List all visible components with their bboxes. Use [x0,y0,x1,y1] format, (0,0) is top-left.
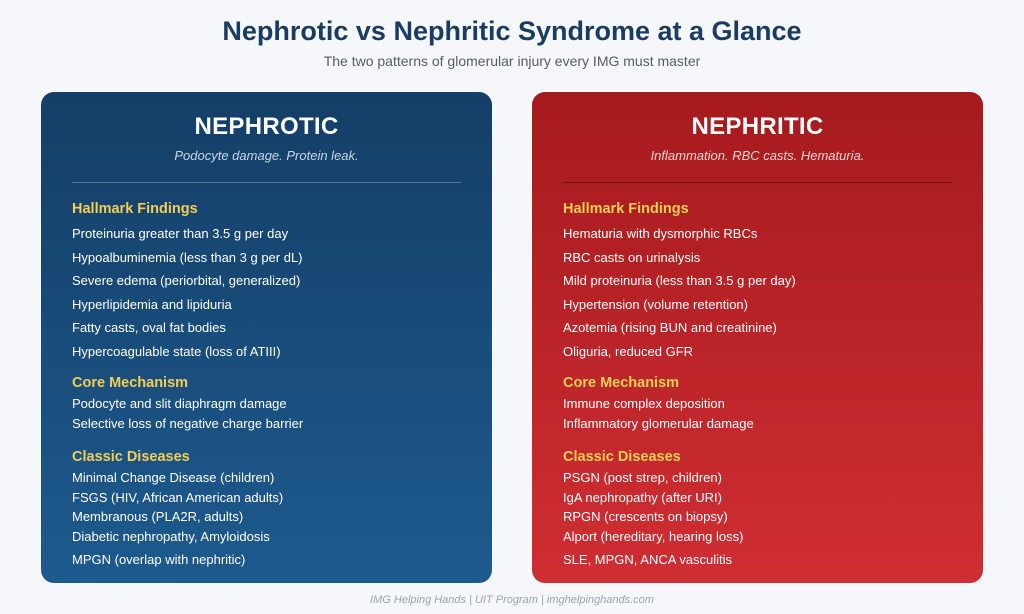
list-item: IgA nephropathy (after URI) [563,489,722,505]
list-item: Azotemia (rising BUN and creatinine) [563,320,777,335]
nephrotic-diseases-list [72,468,461,570]
nephritic-tagline: Inflammation. RBC casts. Hematuria. [650,148,865,163]
nephritic-title: NEPHRITIC [691,113,824,140]
page-title: Nephrotic vs Nephritic Syndrome at a Glance [222,16,802,46]
nephrotic-diseases-heading: Classic Diseases [72,449,190,465]
list-item: Podocyte and slit diaphragm damage [72,396,287,411]
nephrotic-mechanism-list [72,394,461,434]
list-item: Selective loss of negative charge barrier [72,416,304,431]
list-item: RPGN (crescents on biopsy) [563,509,728,524]
nephritic-diseases-heading: Classic Diseases [563,449,681,465]
list-item: MPGN (overlap with nephritic) [72,552,246,567]
list-item: Inflammatory glomerular damage [563,416,754,431]
list-item: PSGN (post strep, children) [563,470,722,485]
nephritic-divider [563,182,952,183]
nephrotic-divider [72,182,461,183]
nephrotic-title: NEPHROTIC [194,113,339,140]
list-item: Hypercoagulable state (loss of ATIII) [72,343,281,359]
nephritic-hallmark-heading: Hallmark Findings [563,201,689,217]
nephritic-diseases-list [563,468,952,570]
list-item: Fatty casts, oval fat bodies [72,320,226,335]
nephritic-mechanism-heading: Core Mechanism [563,375,680,391]
list-item: Minimal Change Disease (children) [72,470,275,485]
list-item: Hematuria with dysmorphic RBCs [563,226,758,241]
nephrotic-hallmark-heading: Hallmark Findings [72,201,198,217]
list-item: RBC casts on urinalysis [563,249,701,265]
list-item: FSGS (HIV, African American adults) [72,489,284,505]
list-item: Membranous (PLA2R, adults) [72,509,244,524]
footer-credit: IMG Helping Hands | UIT Program | imghelpinghands.com [370,594,654,606]
list-item: Immune complex deposition [563,396,725,411]
nephrotic-tagline: Podocyte damage. Protein leak. [174,148,359,163]
list-item: Hyperlipidemia and lipiduria [72,296,232,312]
list-item: SLE, MPGN, ANCA vasculitis [563,552,733,567]
nephritic-card [532,92,983,583]
list-item: Hypoalbuminemia (less than 3 g per dL) [72,249,303,265]
list-item: Oliguria, reduced GFR [563,343,694,359]
nephritic-hallmark-list [563,222,952,363]
nephritic-mechanism-list [563,394,952,434]
list-item: Hypertension (volume retention) [563,296,748,312]
nephrotic-card [41,92,492,583]
list-item: Alport (hereditary, hearing loss) [563,528,744,544]
list-item: Proteinuria greater than 3.5 g per day [72,226,289,241]
list-item: Diabetic nephropathy, Amyloidosis [72,528,270,544]
nephrotic-mechanism-heading: Core Mechanism [72,375,189,391]
list-item: Mild proteinuria (less than 3.5 g per day) [563,273,796,288]
page-subtitle: The two patterns of glomerular injury every IMG must master [323,53,701,69]
list-item: Severe edema (periorbital, generalized) [72,273,301,288]
nephrotic-hallmark-list [72,222,461,363]
